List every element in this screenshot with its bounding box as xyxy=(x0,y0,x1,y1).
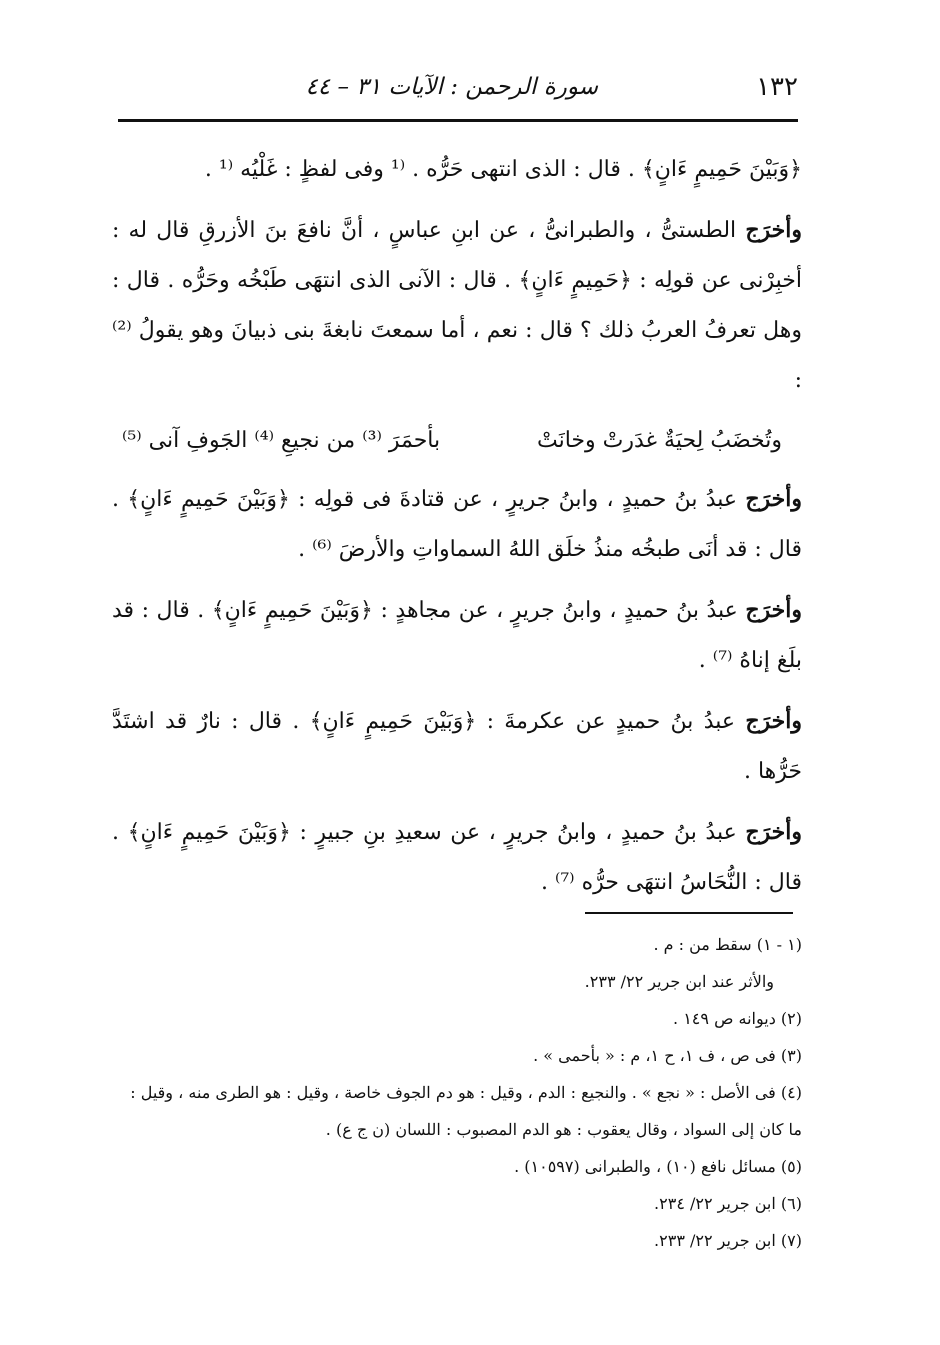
paragraph-lead: وأخرَج xyxy=(745,708,802,734)
footnote-2: (٢) ديوانه ص ١٤٩ . xyxy=(673,1009,802,1028)
footnote-4: (٤) فى الأصل : « نجع » . والنجيع : الدم ، وقيل : هو دم الجوف خاصة ، وقيل : هو الطرى منه ، وقيل : xyxy=(130,1083,802,1102)
paragraph-lead: وأخرَج xyxy=(745,819,802,845)
footnote-1: (١ - ١) سقط من : م . xyxy=(653,935,802,954)
footnote-1-continuation: والأثر عند ابن جرير ٢٢/ ٢٣٣. xyxy=(584,972,774,991)
paragraph-text: عبدُ بنُ حميدٍ ، وابنُ جريرٍ ، عن قتادةَ فى قولِه : ﴿وَبَيْنَ حَمِيمٍ ءَانٍ﴾ . قال : قد أنَى طبخُه منذُ خلَق اللهُ السماواتِ والأرضَ ⁽⁶⁾ . xyxy=(112,487,802,562)
paragraph-text: عبدُ بنُ حميدٍ ، وابنُ جريرٍ ، عن مجاهدٍ : ﴿وَبَيْنَ حَمِيمٍ ءَانٍ﴾ . قال : قد بلَغ إناهُ ⁽⁷⁾ . xyxy=(112,598,802,673)
footnote-7: (٧) ابن جرير ٢٢/ ٢٣٣. xyxy=(654,1231,802,1250)
paragraph-6 xyxy=(112,807,802,908)
paragraph-lead: وأخرَج xyxy=(745,217,802,243)
page-header xyxy=(118,66,798,112)
paragraph-text: الطستىُّ ، والطبرانىُّ ، عن ابنِ عباسٍ ، أنَّ نافعَ بنَ الأزرقِ قال له : أخبِرْنى عن قولِه : ﴿حَمِيمٍ ءَانٍ﴾ . قال : الآنى الذى انتهَى طَبْخُه وحَرُّه . قال : وهل تعرفُ العربُ ذلك ؟ قال : نعم ، أما سمعتَ نابغةَ بنى ذبيانَ وهو يقولُ ⁽²⁾ : xyxy=(112,218,802,393)
footnotes-divider xyxy=(585,912,793,914)
running-title: سورة الرحمن : الآيات ٣١ – ٤٤ xyxy=(305,74,598,100)
page-number: ١٣٢ xyxy=(756,72,798,102)
footnote-4-continuation: ما كان إلى السواد ، وقال يعقوب : هو الدم المصبوب : اللسان (ن ج ع) . xyxy=(325,1120,802,1139)
verse-second-hemistich: بأحمَرَ ⁽³⁾ من نجيعِ ⁽⁴⁾ الجَوفِ آنى ⁽⁵⁾ xyxy=(122,428,441,453)
header-divider xyxy=(118,119,798,122)
paragraph-3 xyxy=(112,474,802,575)
paragraph-1: ﴿وَبَيْنَ حَمِيمٍ ءَانٍ﴾ . قال : الذى انتهى حَرُّه . ⁽¹ وفى لفظٍ : غَلْيُه ⁽¹ . xyxy=(204,157,802,182)
paragraph-text: عبدُ بنُ حميدٍ عن عكرمةَ : ﴿وَبَيْنَ حَمِيمٍ ءَانٍ﴾ . قال : نارٌ قد اشتَدَّ حَرُّها . xyxy=(112,709,802,784)
verse-first-hemistich: وتُخضَبُ لِحيَةٌ غدَرتْ وخانَتْ xyxy=(537,428,782,453)
paragraph-lead: وأخرَج xyxy=(745,597,802,623)
paragraph-5 xyxy=(112,696,802,797)
paragraph-text: عبدُ بنُ حميدٍ ، وابنُ جريرٍ ، عن سعيدِ بنِ جبيرٍ : ﴿وَبَيْنَ حَمِيمٍ ءَانٍ﴾ . قال : النُّحَاسُ انتهَى حرُّه ⁽⁷⁾ . xyxy=(112,820,802,895)
footnote-5: (٥) مسائل نافع (١٠) ، والطبرانى (١٠٥٩٧) . xyxy=(514,1157,802,1176)
footnotes xyxy=(112,926,802,1259)
footnote-6: (٦) ابن جرير ٢٢/ ٢٣٤. xyxy=(654,1194,802,1213)
paragraph-4 xyxy=(112,585,802,686)
poetry-verse xyxy=(112,416,802,466)
paragraph-lead: وأخرَج xyxy=(745,486,802,512)
main-text xyxy=(112,145,802,918)
paragraph-2 xyxy=(112,205,802,406)
footnote-3: (٣) فى ص ، ف ١، ح ١، م : « بأحمى » . xyxy=(533,1046,802,1065)
